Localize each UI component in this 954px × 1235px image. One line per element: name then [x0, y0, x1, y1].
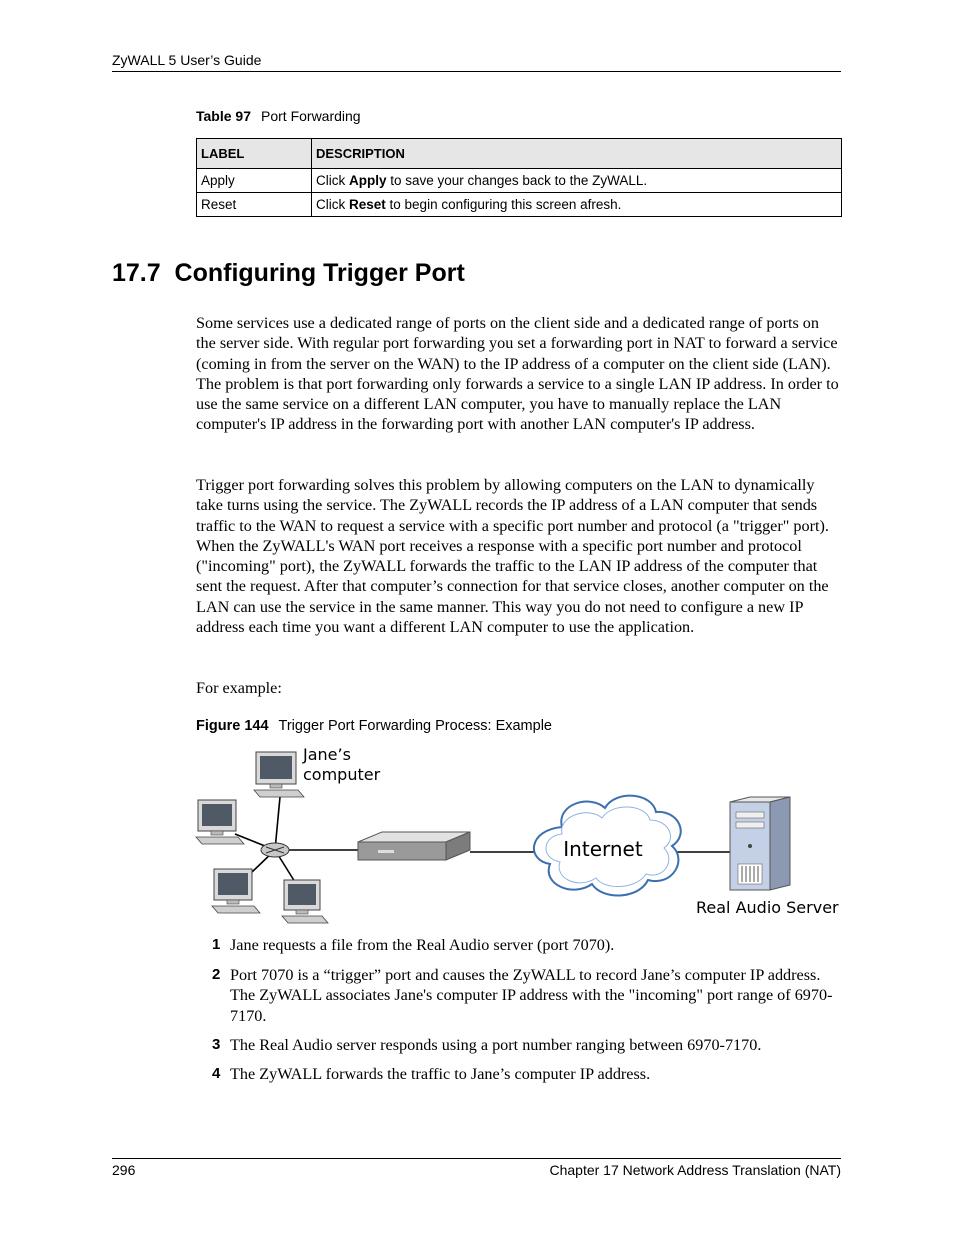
row-label: Apply: [197, 169, 312, 193]
table-caption-title: Port Forwarding: [261, 108, 361, 124]
table-header-row: [197, 139, 842, 169]
row-description: [312, 169, 842, 193]
zywall-device-icon: [358, 832, 470, 860]
column-header-label: LABEL: [197, 139, 312, 169]
desc-pre: Click: [316, 173, 349, 188]
figure-caption-number: Figure 144: [196, 718, 269, 734]
pc-bottom-icon: [282, 880, 328, 923]
hub-icon: [261, 843, 289, 857]
footer-rule: [112, 1158, 841, 1159]
figure-caption: [196, 718, 552, 734]
trigger-port-diagram: [190, 742, 850, 927]
step-text: Port 7070 is a “trigger” port and causes the ZyWALL to record Jane’s computer IP address. The ZyWALL associates Jane's computer IP address with the "incoming" port range of 6970-7170.: [230, 966, 833, 1025]
step-text: Jane requests a file from the Real Audio server (port 7070).: [230, 936, 615, 954]
step-number: 1: [212, 936, 221, 953]
step-text: The ZyWALL forwards the traffic to Jane’s computer IP address.: [230, 1065, 651, 1083]
pc-left-icon: [196, 800, 244, 844]
step-number: 3: [212, 1036, 221, 1053]
desc-post: to begin configuring this screen afresh.: [385, 197, 622, 212]
server-tower-icon: [730, 797, 790, 890]
desc-bold: Apply: [349, 173, 387, 188]
table-caption: [196, 108, 361, 124]
table-caption-number: Table 97: [196, 108, 251, 124]
header-rule: [112, 71, 841, 72]
section-heading: 17.7 Configuring Trigger Port: [112, 259, 465, 287]
running-header: ZyWALL 5 User’s Guide: [112, 52, 262, 68]
internet-label: Internet: [563, 837, 643, 861]
janes-label-line2: computer: [303, 765, 381, 784]
desc-bold: Reset: [349, 197, 386, 212]
desc-post: to save your changes back to the ZyWALL.: [386, 173, 648, 188]
pc-bottom-left-icon: [212, 869, 260, 913]
footer-chapter-title: Chapter 17 Network Address Translation (NAT): [549, 1162, 841, 1178]
column-header-description: DESCRIPTION: [312, 139, 842, 169]
step-number: 2: [212, 966, 221, 983]
server-label: Real Audio Server: [696, 898, 839, 917]
body-paragraph: Trigger port forwarding solves this problem by allowing computers on the LAN to dynamically take turns using the service. The ZyWALL records the IP address of a LAN computer that sends traffic to the WAN to request a service with a specific port number and protocol (a "trigger" port). When the ZyWALL's WAN port receives a response with a specific port number and protocol ("incoming" port), the ZyWALL forwards the traffic to the LAN IP address of the computer that sent the request. After that computer’s connection for that service closes, another computer on the LAN can use the service in the same manner. This way you do not need to configure a new IP address each time you want a different LAN computer to use the application.: [196, 476, 829, 637]
table-row: [197, 169, 842, 193]
desc-pre: Click: [316, 197, 349, 212]
table-row: [197, 193, 842, 217]
janes-computer-icon: [254, 752, 304, 797]
janes-label-line1: Jane’s: [303, 745, 351, 764]
figure-caption-title: Trigger Port Forwarding Process: Example: [278, 718, 552, 734]
body-paragraph: Some services use a dedicated range of ports on the client side and a dedicated range of ports on the server side. With regular port forwarding you set a forwarding port in NAT to forward a service (coming in from the server on the WAN) to the IP address of a computer on the client side (LAN). The problem is that port forwarding only forwards a service to a single LAN IP address. In order to use the same service on a different LAN computer, you have to manually replace the LAN computer's IP address in the forwarding port with another LAN computer's IP address.: [196, 314, 839, 434]
port-forwarding-table: [196, 138, 842, 217]
link-hub-to-janes-computer: [275, 797, 280, 850]
row-description: [312, 193, 842, 217]
step-text: The Real Audio server responds using a port number ranging between 6970-7170.: [230, 1036, 762, 1054]
step-number: 4: [212, 1065, 221, 1082]
body-paragraph: For example:: [196, 679, 282, 697]
page-number: 296: [112, 1162, 136, 1178]
row-label: Reset: [197, 193, 312, 217]
